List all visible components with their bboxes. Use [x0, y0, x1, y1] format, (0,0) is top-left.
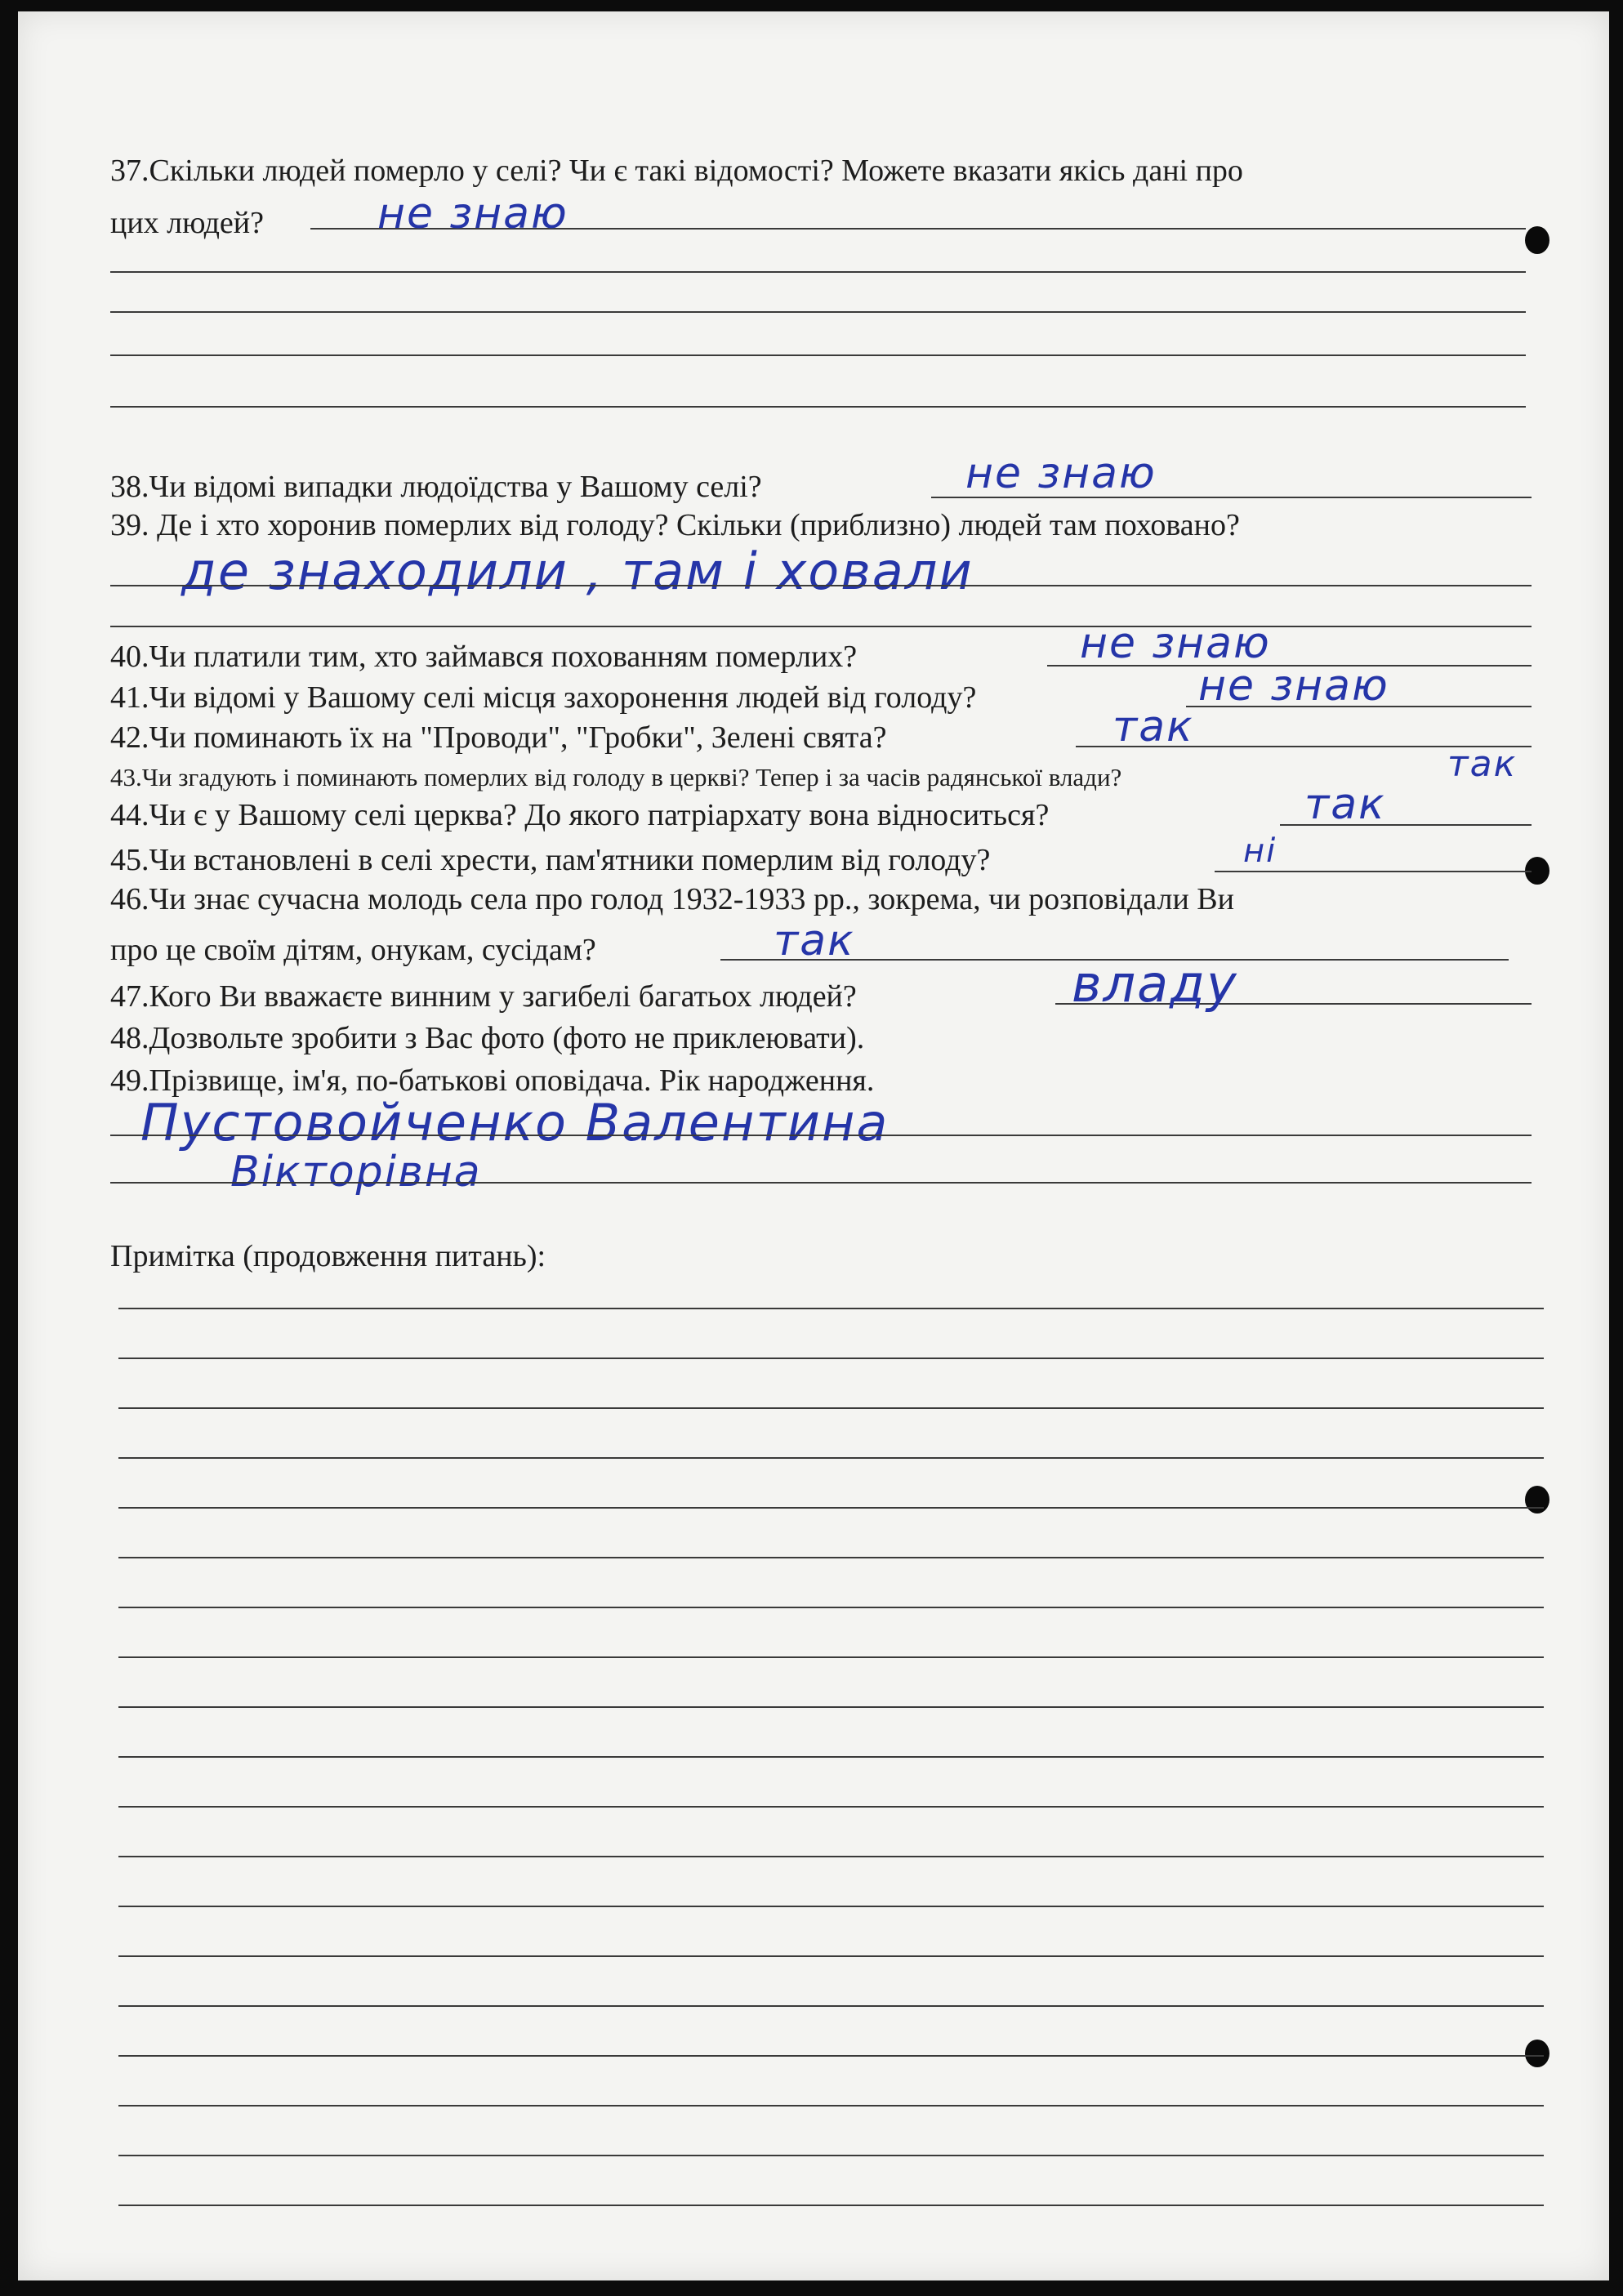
answer-45-handwriting: ні: [1243, 832, 1277, 870]
answer-line: [110, 626, 1532, 627]
note-line: [118, 1457, 1544, 1459]
punch-hole: [1525, 2040, 1549, 2067]
answer-line: [110, 271, 1526, 273]
note-line: [118, 2105, 1544, 2107]
note-line: [118, 2205, 1544, 2206]
answer-line: [1215, 871, 1532, 872]
answer-46-handwriting: так: [774, 916, 855, 965]
question-43: 43.Чи згадують і поминають померлих від голоду в церкві? Тепер і за часів радянської влади?: [110, 763, 1122, 791]
note-line: [118, 1656, 1544, 1658]
answer-40-handwriting: не знаю: [1080, 619, 1271, 668]
question-41: 41.Чи відомі у Вашому селі місця захоронення людей від голоду?: [110, 680, 977, 715]
note-line: [118, 1358, 1544, 1359]
question-37-line-1: 37.Скільки людей померло у селі? Чи є такі відомості? Можете вказати якісь дані про: [110, 154, 1243, 188]
note-line: [118, 2155, 1544, 2156]
note-line: [118, 1607, 1544, 1608]
note-line: [118, 1507, 1544, 1509]
answer-line: [110, 406, 1526, 408]
answer-line: [110, 585, 1532, 586]
answer-39-handwriting: де знаходили , там і ховали: [181, 542, 974, 601]
question-48: 48.Дозвольте зробити з Вас фото (фото не приклеювати).: [110, 1021, 865, 1055]
answer-38-handwriting: не знаю: [965, 449, 1157, 498]
answer-44-handwriting: так: [1304, 780, 1386, 829]
answer-47-handwriting: владу: [1072, 954, 1238, 1014]
answer-line: [110, 311, 1526, 313]
question-38: 38.Чи відомі випадки людоїдства у Вашому селі?: [110, 470, 762, 504]
question-46-line-2: про це своїм дітям, онукам, сусідам?: [110, 933, 596, 967]
questionnaire-page: [18, 11, 1609, 2280]
answer-line: [110, 1135, 1532, 1136]
question-49: 49.Прізвище, ім'я, по-батькові оповідача. Рік народження.: [110, 1063, 875, 1098]
question-42: 42.Чи поминають їх на "Проводи", "Гробки", Зелені свята?: [110, 720, 887, 755]
question-37-line-2: цих людей?: [110, 206, 264, 240]
answer-41-handwriting: не знаю: [1198, 662, 1389, 711]
note-line: [118, 1557, 1544, 1558]
note-line: [118, 1706, 1544, 1708]
punch-hole: [1525, 1486, 1549, 1514]
note-line: [118, 1308, 1544, 1309]
question-46-line-1: 46.Чи знає сучасна молодь села про голод 1932-1933 рр., зокрема, чи розповідали Ви: [110, 882, 1234, 916]
question-47: 47.Кого Ви вважаєте винним у загибелі багатьох людей?: [110, 979, 857, 1014]
note-heading: Примітка (продовження питань):: [110, 1239, 546, 1273]
question-45: 45.Чи встановлені в селі хрести, пам'ятники померлим від голоду?: [110, 843, 991, 877]
answer-49-handwriting-line-2: Вікторівна: [230, 1148, 482, 1197]
note-line: [118, 1906, 1544, 1907]
answer-43-handwriting: так: [1447, 743, 1518, 785]
answer-42-handwriting: так: [1112, 702, 1194, 751]
note-line: [118, 1756, 1544, 1758]
note-line: [118, 2055, 1544, 2057]
answer-line: [110, 1182, 1532, 1184]
question-44: 44.Чи є у Вашому селі церква? До якого патріархату вона відноситься?: [110, 798, 1050, 832]
answer-37-handwriting: не знаю: [377, 189, 568, 239]
note-line: [118, 2005, 1544, 2007]
question-40: 40.Чи платили тим, хто займався похованням померлих?: [110, 640, 858, 674]
answer-line: [110, 354, 1526, 356]
note-line: [118, 1856, 1544, 1857]
question-39: 39. Де і хто хоронив померлих від голоду? Скільки (приблизно) людей там поховано?: [110, 508, 1240, 542]
answer-49-handwriting-line-1: Пустовойченко Валентина: [140, 1093, 890, 1152]
note-line: [118, 1407, 1544, 1409]
note-line: [118, 1806, 1544, 1808]
note-line: [118, 1955, 1544, 1957]
